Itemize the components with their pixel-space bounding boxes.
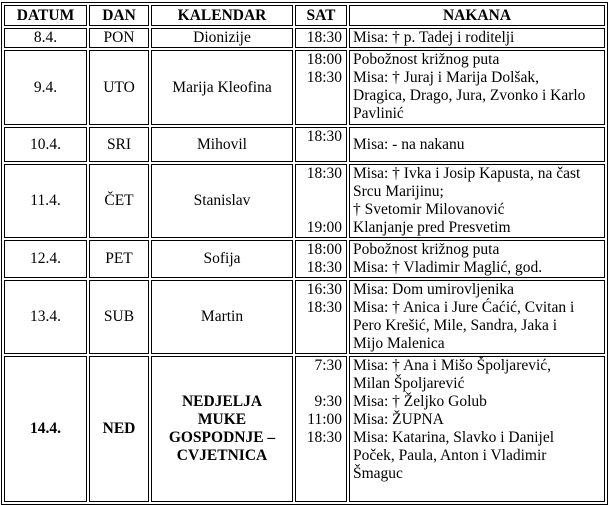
- kalendar-cell-line: MUKE: [197, 411, 247, 428]
- nakana-cell: [349, 240, 605, 278]
- dan-cell-text: SUB: [103, 308, 135, 325]
- sat-cell-line: 19:00: [306, 219, 342, 236]
- dan-cell: [89, 28, 149, 48]
- datum-cell-text: 13.4.: [30, 308, 61, 325]
- sat-cell: [295, 127, 347, 162]
- table-row: [4, 240, 605, 278]
- kalendar-cell-line: Marija Kleofina: [172, 78, 272, 96]
- sat-cell-line: 18:00: [306, 241, 342, 258]
- nakana-cell: [349, 50, 605, 125]
- sat-cell-line: 16:30: [306, 281, 342, 298]
- dan-cell: [89, 164, 149, 238]
- kalendar-cell: [151, 164, 293, 238]
- nakana-cell-line: Misa: Katarina, Slavko i Danijel: [353, 429, 555, 446]
- kalendar-cell-line: CVJETNICA: [176, 447, 268, 464]
- sat-cell: [295, 28, 347, 48]
- dan-cell: [89, 240, 149, 278]
- dan-cell-text: UTO: [103, 78, 135, 96]
- nakana-cell-line: Mijo Malenica: [353, 335, 445, 352]
- kalendar-cell-line: Stanislav: [193, 192, 251, 209]
- datum-cell-text: 9.4.: [33, 78, 58, 96]
- table-body: [4, 28, 605, 502]
- table-row: [4, 28, 605, 48]
- kalendar-cell-line: NEDJELJA: [181, 393, 263, 410]
- nakana-cell-line: Misa: † p. Tadej i roditelji: [353, 29, 515, 46]
- sat-cell: [295, 164, 347, 238]
- kalendar-cell: [151, 240, 293, 278]
- sat-cell-line: 18:30: [306, 128, 342, 145]
- datum-cell: [4, 50, 87, 125]
- sat-cell-line: [299, 375, 342, 393]
- dan-cell: [89, 127, 149, 162]
- dan-cell-text: SRI: [106, 135, 132, 153]
- table-row: [4, 280, 605, 354]
- datum-cell: [4, 356, 87, 502]
- nakana-cell-line: Dragica, Drago, Jura, Zvonko i Karlo: [353, 87, 586, 104]
- sat-cell-line: 11:00: [307, 411, 342, 428]
- sat-cell-line: 18:30: [306, 69, 342, 86]
- datum-cell-text: 10.4.: [30, 135, 61, 153]
- nakana-cell-line: Misa: † Željko Golub: [353, 393, 487, 410]
- dan-cell-text: ČET: [104, 192, 134, 209]
- sat-cell-line: [299, 201, 342, 219]
- header-dan: DAN: [89, 5, 149, 26]
- datum-cell: [4, 164, 87, 238]
- kalendar-cell-line: Mihovil: [197, 135, 247, 153]
- table-row: [4, 356, 605, 502]
- sat-cell-line: [299, 183, 342, 201]
- nakana-cell-line: Milan Špoljarević: [353, 375, 465, 392]
- datum-cell-text: 12.4.: [30, 250, 61, 267]
- sat-cell: [295, 280, 347, 354]
- nakana-cell: [349, 356, 605, 502]
- table-row: [4, 50, 605, 125]
- datum-cell: [4, 127, 87, 162]
- mass-schedule-table: [1, 2, 608, 505]
- nakana-cell-line: Misa: † Ivka i Josip Kapusta, na čast: [353, 165, 581, 182]
- nakana-cell-line: Pavlinić: [353, 105, 404, 122]
- nakana-cell-line: Pero Krešić, Mile, Sandra, Jaka i: [353, 317, 558, 334]
- nakana-cell: [349, 280, 605, 354]
- dan-cell: [89, 50, 149, 125]
- nakana-cell-line: Misa: † Ana i Mišo Špoljarević,: [353, 357, 552, 374]
- sat-cell-line: 18:30: [306, 299, 342, 316]
- kalendar-cell-line: GOSPODNJE –: [168, 429, 276, 446]
- datum-cell: [4, 240, 87, 278]
- dan-cell-text: NED: [102, 420, 136, 437]
- table-row: [4, 164, 605, 238]
- nakana-cell-line: Misa: † Vladimir Maglić, god.: [353, 259, 543, 276]
- datum-cell: [4, 280, 87, 354]
- nakana-cell: [349, 28, 605, 48]
- sat-cell: [295, 356, 347, 502]
- nakana-cell: [349, 164, 605, 238]
- kalendar-cell: [151, 50, 293, 125]
- header-row: [4, 5, 605, 26]
- nakana-cell-line: Misa: † Anica i Jure Ćaćić, Cvitan i: [353, 299, 575, 316]
- sat-cell-line: 7:30: [314, 357, 342, 374]
- nakana-cell-line: Klanjanje pred Presvetim: [353, 219, 511, 236]
- kalendar-cell: [151, 28, 293, 48]
- dan-cell: [89, 356, 149, 502]
- header-kalendar: KALENDAR: [151, 5, 293, 26]
- sat-cell-line: 18:30: [306, 259, 342, 276]
- sat-cell-line: 18:00: [306, 51, 342, 68]
- datum-cell-text: 8.4.: [33, 29, 58, 46]
- datum-cell-text: 14.4.: [30, 420, 61, 437]
- kalendar-cell-line: Sofija: [203, 250, 241, 267]
- header-nakana: NAKANA: [349, 5, 605, 26]
- nakana-cell-line: Misa: † Juraj i Marija Dolšak,: [353, 69, 539, 86]
- sat-cell-line: 18:30: [306, 165, 342, 182]
- nakana-cell-line: Misa: - na nakanu: [353, 135, 465, 153]
- sat-cell-line: 18:30: [306, 429, 342, 446]
- sat-cell-line: 18:30: [306, 29, 342, 46]
- dan-cell-text: PON: [103, 29, 135, 46]
- nakana-cell-line: Pobožnost križnog puta: [353, 241, 500, 258]
- kalendar-cell: [151, 356, 293, 502]
- datum-cell-text: 11.4.: [30, 192, 61, 209]
- sat-cell-line: 9:30: [314, 393, 342, 410]
- header-datum: DATUM: [4, 5, 87, 26]
- datum-cell: [4, 28, 87, 48]
- nakana-cell-line: Šmaguc: [353, 465, 403, 482]
- nakana-cell-line: Pobožnost križnog puta: [353, 51, 500, 68]
- kalendar-cell: [151, 280, 293, 354]
- dan-cell-text: PET: [105, 250, 133, 267]
- sat-cell: [295, 50, 347, 125]
- nakana-cell-line: Misa: Dom umirovljenika: [353, 281, 515, 298]
- kalendar-cell: [151, 127, 293, 162]
- header-sat: SAT: [295, 5, 347, 26]
- sat-cell: [295, 240, 347, 278]
- kalendar-cell-line: Martin: [200, 308, 244, 325]
- nakana-cell-line: Poček, Paula, Anton i Vladimir: [353, 447, 547, 464]
- nakana-cell: [349, 127, 605, 162]
- nakana-cell-line: Misa: ŽUPNA: [353, 411, 444, 428]
- kalendar-cell-line: Dionizije: [193, 29, 251, 46]
- nakana-cell-line: Srcu Marijinu;: [353, 183, 444, 200]
- dan-cell: [89, 280, 149, 354]
- table-row: [4, 127, 605, 162]
- nakana-cell-line: † Svetomir Milovanović: [353, 201, 505, 218]
